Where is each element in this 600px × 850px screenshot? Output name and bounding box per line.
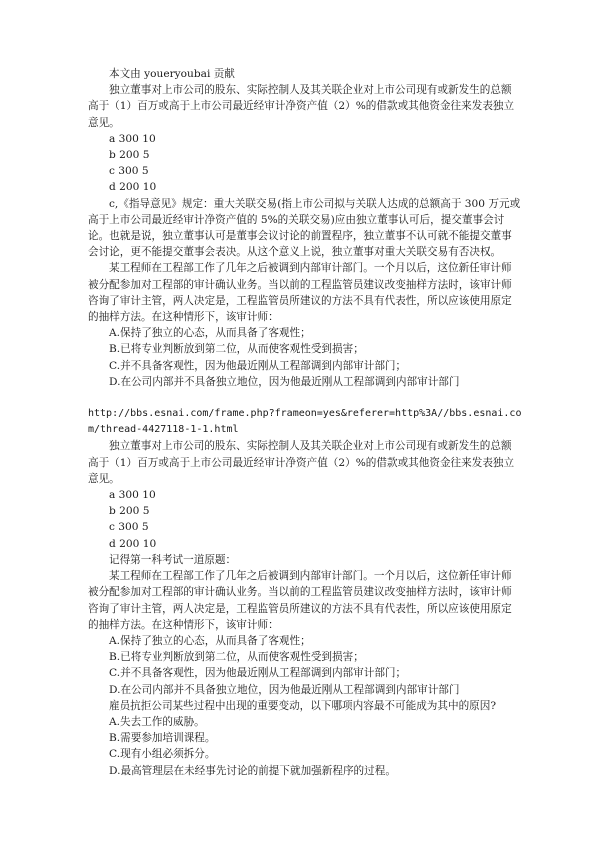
option-b-repeat: b 200 5 bbox=[109, 505, 150, 518]
option-a: a 300 10 bbox=[109, 132, 156, 145]
q3-option-d: D.最高管理层在未经事先讨论的前提下就加强新程序的过程。 bbox=[109, 764, 396, 777]
option-b: b 200 5 bbox=[109, 149, 150, 162]
document-page bbox=[88, 66, 522, 779]
case-option-d-repeat: D.在公司内部并不具备独立地位，因为他最近刚从工程部调到内部审计部门 bbox=[109, 683, 460, 696]
case-option-b: B.已将专业判断放到第二位，从而使客观性受到损害； bbox=[109, 343, 364, 356]
option-a-repeat: a 300 10 bbox=[109, 489, 156, 502]
q3-option-b: B.需要参加培训课程。 bbox=[109, 732, 216, 745]
case-option-c: C.并不具备客观性，因为他最近刚从工程部调到内部审计部门； bbox=[109, 359, 407, 372]
case-option-a: A.保持了独立的心态，从而具备了客观性； bbox=[109, 327, 311, 340]
question-1-repeat: 独立董事对上市公司的股东、实际控制人及其关联企业对上市公司现有或新发生的总额高于（1）百万或高于上市公司最近经审计净资产值（2）%的借款或其他资金往来发表独立意见。 bbox=[88, 440, 515, 485]
source-url: http://bbs.esnai.com/frame.php?frameon=yes&referer=http%3A//bbs.esnai.com/thread-4427118-1-1.html bbox=[88, 408, 522, 436]
question-1: 独立董事对上市公司的股东、实际控制人及其关联企业对上市公司现有或新发生的总额高于（1）百万或高于上市公司最近经审计净资产值（2）%的借款或其他资金往来发表独立意见。 bbox=[88, 84, 515, 129]
case-option-d: D.在公司内部并不具备独立地位，因为他最近刚从工程部调到内部审计部门 bbox=[109, 375, 460, 388]
option-d-repeat: d 200 10 bbox=[109, 537, 157, 550]
spacer bbox=[88, 390, 522, 406]
option-d: d 200 10 bbox=[109, 181, 157, 194]
answer-explanation: c,《指导意见》规定：重大关联交易(指上市公司拟与关联人达成的总额高于 300 万元或高于上市公司最近经审计净资产值的 5%的关联交易)应由独立董事认可后，提交董事会讨论。也就是说，独立董事认可是董事会议讨论的前置程序，独立董事不认可就不能提交董事会讨论，更不能提交董事会表决。从这个意义上说，独立董事对重大关联交易有否决权。 bbox=[88, 197, 521, 259]
case-question-repeat: 某工程师在工程部工作了几年之后被调到内部审计部门。一个月以后，这位新任审计师被分配参加对工程部的审计确认业务。当以前的工程监管员建议改变抽样方法时，该审计师咨询了审计主管，两人决定是，工程监管员所建议的方法不具有代表性，所以应该使用原定的抽样方法。在这种情形下，该审计师： bbox=[88, 570, 512, 631]
option-c: c 300 5 bbox=[109, 165, 149, 178]
q3-option-c: C.现有小组必须拆分。 bbox=[109, 748, 216, 761]
case-question: 某工程师在工程部工作了几年之后被调到内部审计部门。一个月以后，这位新任审计师被分配参加对工程部的审计确认业务。当以前的工程监管员建议改变抽样方法时，该审计师咨询了审计主管，两人决定是，工程监管员所建议的方法不具有代表性，所以应该使用原定的抽样方法。在这种情形下，该审计师： bbox=[88, 262, 512, 324]
q3-option-a: A.失去工作的威胁。 bbox=[109, 715, 205, 728]
option-c-repeat: c 300 5 bbox=[109, 521, 149, 534]
question-3: 雇员抗拒公司某些过程中出现的重要变动，以下哪项内容最不可能成为其中的原因? bbox=[109, 699, 497, 712]
case-option-b-repeat: B.已将专业判断放到第二位，从而使客观性受到损害； bbox=[109, 651, 364, 664]
case-option-c-repeat: C.并不具备客观性，因为他最近刚从工程部调到内部审计部门； bbox=[109, 667, 407, 680]
case-option-a-repeat: A.保持了独立的心态，从而具备了客观性； bbox=[109, 634, 311, 647]
recall-note: 记得第一科考试一道原题： bbox=[109, 553, 237, 566]
credit-line: 本文由 youeryoubai 贡献 bbox=[109, 68, 235, 80]
